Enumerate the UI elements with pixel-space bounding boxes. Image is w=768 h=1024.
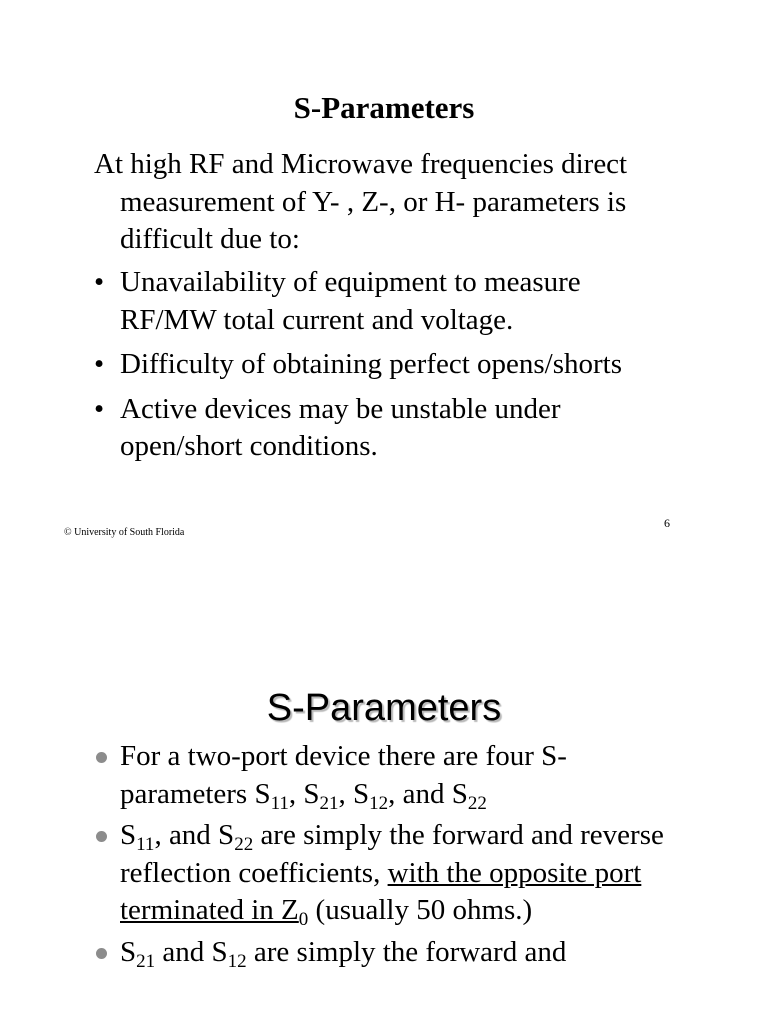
bullet-item	[94, 738, 694, 813]
slide-title: S-Parameters	[293, 90, 475, 125]
copyright-footer: © University of South Florida	[64, 527, 185, 538]
bullet-item	[94, 264, 684, 339]
bullet-dot-icon	[96, 831, 107, 842]
slide-7	[0, 640, 768, 1024]
bullet-dot-icon: •	[94, 348, 105, 380]
bullet-text: $S_{21}$ and $S_{12}$ are simply the forward and	[120, 935, 567, 972]
bullet-text: Active devices may be unstable under open/short conditions.	[120, 392, 561, 462]
bullet-item	[94, 391, 684, 466]
page-number: 6	[664, 516, 670, 530]
bullet-item	[94, 346, 684, 384]
slide-title: S-Parameters	[266, 687, 502, 729]
underlined-phrase: with the opposite port terminated in $Z_0$	[120, 856, 642, 930]
bullet-dot-icon	[96, 752, 107, 763]
bullet-list	[94, 738, 694, 975]
bullet-text: Difficulty of obtaining perfect opens/shorts	[120, 348, 623, 380]
bullet-text: $S_{11}$, and $S_{22}$ are simply the forward and reverse reflection coefficients, with the opposite port terminated in $Z_0$ (usually 50 ohms.)	[120, 819, 664, 930]
bullet-dot-icon: •	[94, 266, 105, 298]
bullet-text: Unavailability of equipment to measure RF/MW total current and voltage.	[120, 266, 581, 336]
bullet-item	[94, 817, 694, 930]
bullet-list	[94, 264, 684, 473]
bullet-dot-icon: •	[94, 392, 105, 425]
intro-paragraph: At high RF and Microwave frequencies direct measurement of Y- , Z-, or H- parameters is difficult due to:	[94, 148, 628, 255]
bullet-dot-icon	[96, 948, 107, 959]
bullet-item	[94, 934, 694, 972]
bullet-text: For a two-port device there are four S-parameters $S_{11}$, $S_{21}$, $S_{12}$, and $S_{22}$	[120, 740, 567, 814]
